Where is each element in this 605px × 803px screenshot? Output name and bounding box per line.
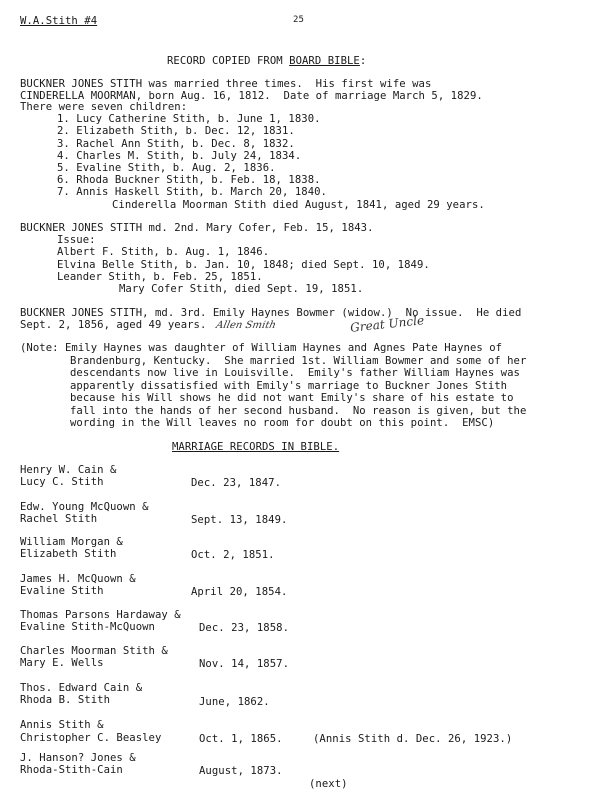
- note-line: descendants now live in Louisville. Emily's father William Haynes was: [70, 367, 520, 379]
- marriage-party-1: Thos. Edward Cain &: [20, 682, 143, 694]
- child-entry: 6. Rhoda Buckner Stith, b. Feb. 18, 1838.: [57, 174, 321, 186]
- continuation-marker: (next): [309, 778, 348, 790]
- note-line: (Note: Emily Haynes was daughter of William Haynes and Agnes Pate Haynes of: [20, 342, 503, 354]
- first-marriage-line-2: CINDERELLA MOORMAN, born Aug. 16, 1812. Date of marriage March 5, 1829.: [20, 90, 483, 102]
- marriage-date: Oct. 2, 1851.: [191, 549, 275, 561]
- second-marriage-line: Issue:: [57, 234, 96, 246]
- board-bible-title: RECORD COPIED FROM BOARD BIBLE:: [167, 55, 367, 67]
- second-marriage-line: Elvina Belle Stith, b. Jan. 10, 1848; died Sept. 10, 1849.: [57, 259, 430, 271]
- page-number: 25: [293, 15, 304, 25]
- second-marriage-line: Albert F. Stith, b. Aug. 1, 1846.: [57, 246, 270, 258]
- second-marriage-line: Leander Stith, b. Feb. 25, 1851.: [57, 271, 263, 283]
- marriage-party-1: Edw. Young McQuown &: [20, 501, 149, 513]
- marriage-party-1: James H. McQuown &: [20, 573, 136, 585]
- first-marriage-line-3: There were seven children:: [20, 101, 188, 113]
- marriage-party-1: Annis Stith &: [20, 719, 104, 731]
- child-entry: 2. Elizabeth Stith, b. Dec. 12, 1831.: [57, 125, 295, 137]
- child-entry: 5. Evaline Stith, b. Aug. 2, 1836.: [57, 162, 276, 174]
- marriage-party-1: Thomas Parsons Hardaway &: [20, 609, 181, 621]
- first-wife-death: Cinderella Moorman Stith died August, 1841, aged 29 years.: [112, 199, 485, 211]
- third-marriage-line: BUCKNER JONES STITH, md. 3rd. Emily Haynes Bowmer (widow.) No issue. He died: [20, 307, 522, 319]
- marriage-date: Sept. 13, 1849.: [191, 514, 288, 526]
- handwritten-annotation: Allen Smith: [214, 320, 277, 331]
- note-line: apparently dissatisfied with Emily's marriage to Buckner Jones Stith: [70, 380, 508, 392]
- note-line: fall into the hands of her second husband. No reason is given, but the: [70, 405, 527, 417]
- note-line: Brandenburg, Kentucky. She married 1st. William Bowmer and some of her: [70, 355, 527, 367]
- marriage-party-2: Rhoda-Stith-Cain: [20, 764, 123, 776]
- marriage-date: Dec. 23, 1847.: [191, 477, 281, 489]
- child-entry: 3. Rachel Ann Stith, b. Dec. 8, 1832.: [57, 138, 295, 150]
- second-marriage-line: BUCKNER JONES STITH md. 2nd. Mary Cofer, Feb. 15, 1843.: [20, 222, 374, 234]
- marriage-party-1: Charles Moorman Stith &: [20, 645, 168, 657]
- marriage-party-2: Evaline Stith: [20, 585, 104, 597]
- marriage-records-title: MARRIAGE RECORDS IN BIBLE.: [172, 441, 340, 453]
- marriage-party-1: Henry W. Cain &: [20, 464, 117, 476]
- file-label: W.A.Stith #4: [20, 15, 98, 27]
- third-marriage-line: Sept. 2, 1856, aged 49 years.: [20, 319, 207, 331]
- marriage-date: Dec. 23, 1858.: [199, 622, 289, 634]
- marriage-party-2: Rhoda B. Stith: [20, 694, 110, 706]
- note-line: because his Will shows he did not want Emily's share of his estate to: [70, 392, 514, 404]
- handwritten-annotation: Great Uncle: [349, 313, 425, 335]
- marriage-party-2: Christopher C. Beasley: [20, 732, 162, 744]
- marriage-date: August, 1873.: [199, 765, 283, 777]
- marriage-extra-note: (Annis Stith d. Dec. 26, 1923.): [313, 733, 513, 745]
- marriage-party-1: J. Hanson? Jones &: [20, 752, 136, 764]
- marriage-party-2: Mary E. Wells: [20, 657, 104, 669]
- marriage-date: Oct. 1, 1865.: [199, 733, 283, 745]
- marriage-party-2: Evaline Stith-McQuown: [20, 621, 155, 633]
- marriage-party-2: Lucy C. Stith: [20, 476, 104, 488]
- child-entry: 4. Charles M. Stith, b. July 24, 1834.: [57, 150, 302, 162]
- marriage-date: April 20, 1854.: [191, 586, 288, 598]
- marriage-date: June, 1862.: [199, 696, 270, 708]
- second-marriage-line: Mary Cofer Stith, died Sept. 19, 1851.: [119, 283, 364, 295]
- first-marriage-line-1: BUCKNER JONES STITH was married three times. His first wife was: [20, 78, 432, 90]
- marriage-date: Nov. 14, 1857.: [199, 658, 289, 670]
- child-entry: 7. Annis Haskell Stith, b. March 20, 1840.: [57, 186, 327, 198]
- marriage-party-2: Rachel Stith: [20, 513, 98, 525]
- marriage-party-1: William Morgan &: [20, 536, 123, 548]
- marriage-party-2: Elizabeth Stith: [20, 548, 117, 560]
- note-line: wording in the Will leaves no room for doubt on this point. EMSC): [70, 417, 495, 429]
- child-entry: 1. Lucy Catherine Stith, b. June 1, 1830.: [57, 113, 321, 125]
